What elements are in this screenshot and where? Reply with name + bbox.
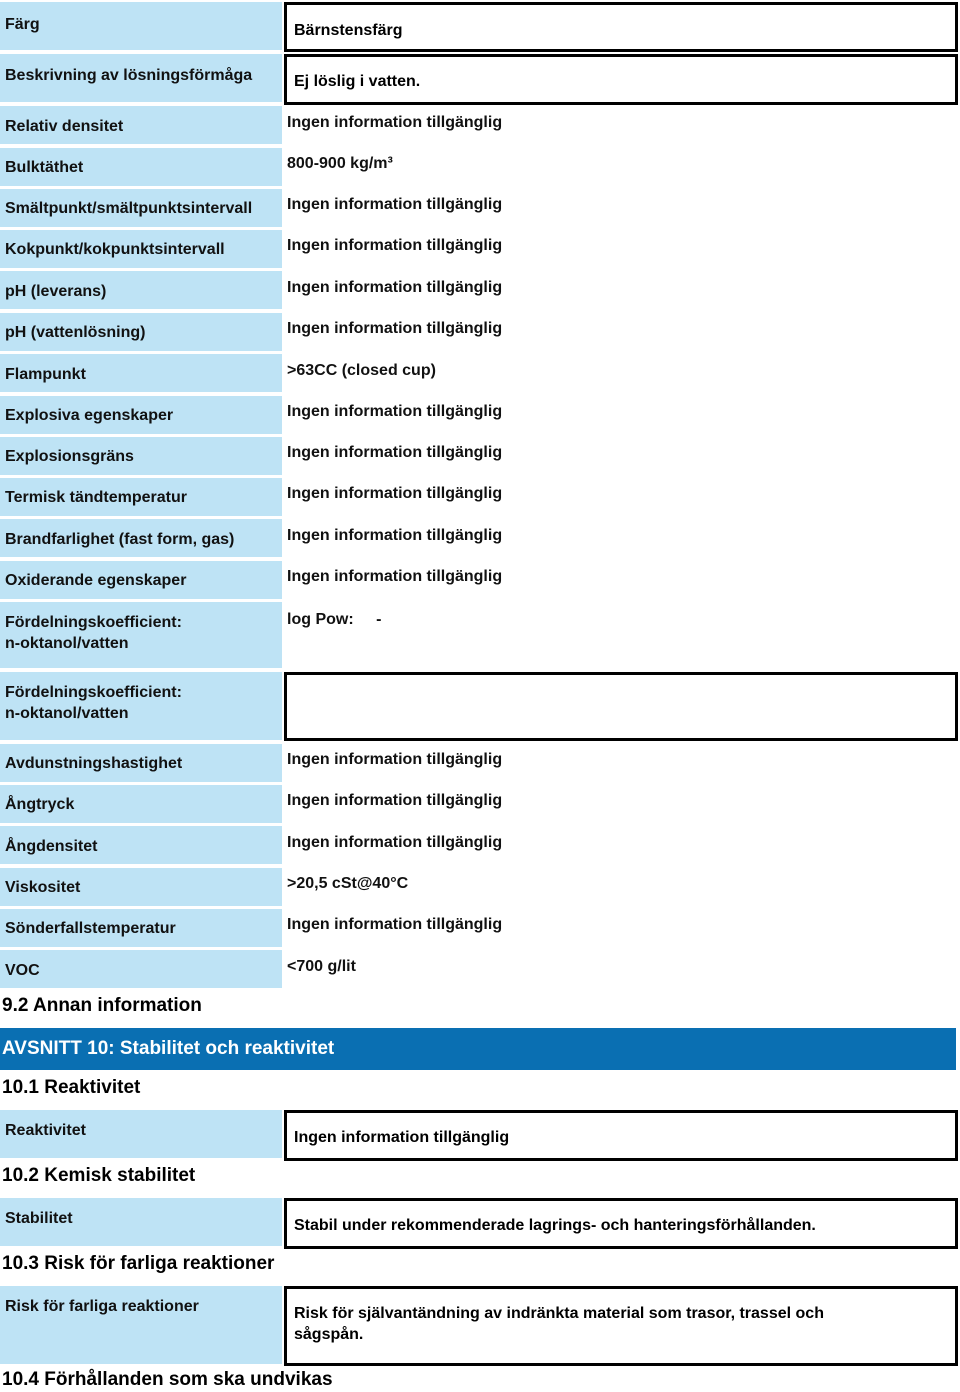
- property-value: Ingen information tillgänglig: [287, 114, 503, 131]
- subsection-heading-9-2: 9.2 Annan information: [2, 995, 202, 1016]
- property-label: pH (vattenlösning): [0, 313, 282, 351]
- subsection-heading-10-3: 10.3 Risk för farliga reaktioner: [2, 1253, 275, 1274]
- property-label: Flampunkt: [0, 354, 282, 392]
- property-row-termisk: [0, 478, 960, 516]
- property-label-line1: Fördelningskoefficient:: [5, 684, 182, 701]
- property-value: <700 g/lit: [287, 958, 356, 975]
- property-label: Smältpunkt/smältpunktsintervall: [0, 189, 282, 227]
- property-row-voc: [0, 950, 960, 988]
- property-row-farg: [0, 2, 960, 50]
- property-row-oxiderande: [0, 561, 960, 599]
- property-row-avdunstning: [0, 744, 960, 782]
- property-label: Reaktivitet: [0, 1110, 282, 1158]
- property-value-box: Ej löslig i vatten.: [284, 54, 958, 105]
- property-label: Stabilitet: [0, 1198, 282, 1246]
- property-label: [0, 672, 282, 740]
- property-row-brandfarlighet: [0, 519, 960, 557]
- property-label: Explosiva egenskaper: [0, 396, 282, 434]
- property-value: Ingen information tillgänglig: [287, 834, 503, 851]
- property-label: Viskositet: [0, 868, 282, 906]
- property-label: Risk för farliga reaktioner: [0, 1286, 282, 1364]
- property-label: Termisk tändtemperatur: [0, 478, 282, 516]
- property-value: Ingen information tillgänglig: [287, 196, 503, 213]
- property-value-line1: Risk för självantändning av indränkta material som trasor, trassel och: [294, 1305, 824, 1322]
- property-value-line2: sågspån.: [294, 1326, 364, 1343]
- property-row-viskositet: [0, 868, 960, 906]
- property-value: Ingen information tillgänglig: [287, 792, 503, 809]
- property-row-kokpunkt: [0, 230, 960, 268]
- property-row-ph-leverans: [0, 271, 960, 309]
- property-value-box: [284, 1286, 958, 1366]
- property-label: Färg: [0, 2, 282, 50]
- property-row-ph-vattenlosning: [0, 313, 960, 351]
- property-value: >63CC (closed cup): [287, 362, 436, 379]
- property-value: Ingen information tillgänglig: [287, 527, 503, 544]
- property-row-explosionsgrans: [0, 437, 960, 475]
- property-label: Relativ densitet: [0, 106, 282, 144]
- property-row-relativ-densitet: [0, 106, 960, 144]
- property-value: 800-900 kg/m³: [287, 155, 393, 172]
- property-row-risk: [0, 1286, 960, 1364]
- property-row-explosiva: [0, 396, 960, 434]
- property-value: Ingen information tillgänglig: [287, 485, 503, 502]
- property-value: Ingen information tillgänglig: [287, 403, 503, 420]
- property-value-box: Bärnstensfärg: [284, 2, 958, 52]
- property-value: Ingen information tillgänglig: [287, 237, 503, 254]
- property-label-line1: Fördelningskoefficient:: [5, 614, 182, 631]
- property-row-beskrivning: [0, 54, 960, 102]
- property-row-angtryck: [0, 785, 960, 823]
- property-row-smaltpunkt: [0, 189, 960, 227]
- property-row-reaktivitet: [0, 1110, 960, 1158]
- section-header-10: AVSNITT 10: Stabilitet och reaktivitet: [0, 1028, 956, 1070]
- property-value: Ingen information tillgänglig: [287, 568, 503, 585]
- property-value-box: Ingen information tillgänglig: [284, 1110, 958, 1161]
- property-label: Ångtryck: [0, 785, 282, 823]
- property-label: pH (leverans): [0, 271, 282, 309]
- property-value: Ingen information tillgänglig: [287, 444, 503, 461]
- property-value-box: Stabil under rekommenderade lagrings- och hanteringsförhållanden.: [284, 1198, 958, 1249]
- property-label: Sönderfallstemperatur: [0, 909, 282, 947]
- subsection-heading-10-2: 10.2 Kemisk stabilitet: [2, 1165, 196, 1186]
- log-pow-value: -: [376, 611, 382, 628]
- log-pow-label: log Pow:: [287, 611, 354, 628]
- property-value: >20,5 cSt@40°C: [287, 875, 409, 892]
- property-value: Ingen information tillgänglig: [287, 751, 503, 768]
- property-value-box: [284, 672, 958, 741]
- property-row-flampunkt: [0, 354, 960, 392]
- property-row-stabilitet: [0, 1198, 960, 1246]
- property-value: Ingen information tillgänglig: [287, 320, 503, 337]
- property-row-fordelningskoefficient: [0, 602, 960, 668]
- property-label: Oxiderande egenskaper: [0, 561, 282, 599]
- property-value: Ingen information tillgänglig: [287, 279, 503, 296]
- subsection-heading-10-4: 10.4 Förhållanden som ska undvikas: [2, 1369, 333, 1390]
- property-value: Ingen information tillgänglig: [287, 916, 503, 933]
- property-row-bulktathet: [0, 148, 960, 186]
- subsection-heading-10-1: 10.1 Reaktivitet: [2, 1077, 141, 1098]
- property-label-line2: n-oktanol/vatten: [5, 705, 129, 722]
- property-label: Ångdensitet: [0, 826, 282, 864]
- property-label-line2: n-oktanol/vatten: [5, 635, 129, 652]
- property-label: Explosionsgräns: [0, 437, 282, 475]
- property-label: Avdunstningshastighet: [0, 744, 282, 782]
- property-label: Kokpunkt/kokpunktsintervall: [0, 230, 282, 268]
- property-row-fordelningskoefficient-2: [0, 672, 960, 740]
- property-label: Bulktäthet: [0, 148, 282, 186]
- property-row-sonderfall: [0, 909, 960, 947]
- property-value: [287, 609, 381, 630]
- property-label: Brandfarlighet (fast form, gas): [0, 519, 282, 557]
- property-row-angdensitet: [0, 826, 960, 864]
- property-label: Beskrivning av lösningsförmåga: [0, 54, 282, 102]
- property-label: VOC: [0, 950, 282, 988]
- property-label: [0, 602, 282, 668]
